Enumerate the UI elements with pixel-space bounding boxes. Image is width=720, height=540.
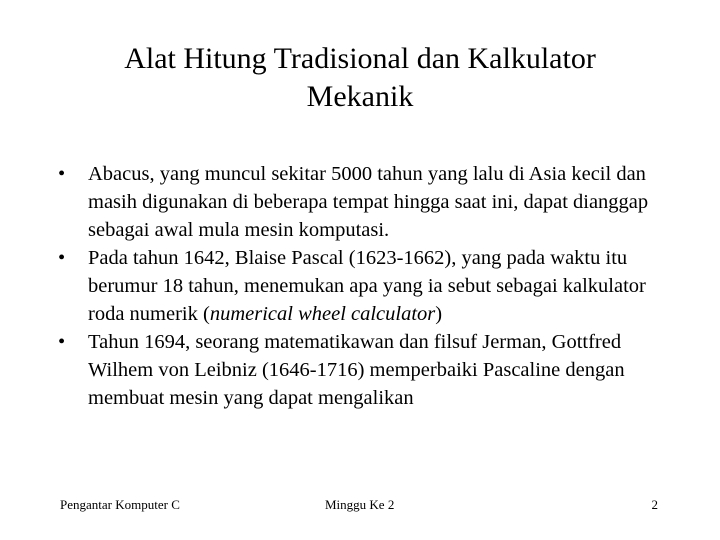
bullet-item-abacus (58, 160, 668, 244)
footer-week: Minggu Ke 2 (325, 497, 395, 512)
slide-title-line-1: Alat Hitung Tradisional dan Kalkulator (124, 42, 596, 75)
slide-title-line-2: Mekanik (306, 80, 414, 113)
bullet-item-pascal (58, 244, 668, 328)
bullet-text: Tahun 1694, seorang matematikawan dan filsuf Jerman, Gottfred Wilhem von Leibniz (1646-1716) memperbaiki Pascaline dengan membuat mesin yang dapat mengalikan (88, 331, 625, 409)
footer-course-name: Pengantar Komputer C (60, 497, 180, 512)
bullet-list (58, 160, 668, 412)
bullet-icon: • (58, 331, 66, 353)
bullet-icon: • (58, 247, 66, 269)
bullet-item-leibniz (58, 328, 668, 412)
bullet-text: Abacus, yang muncul sekitar 5000 tahun yang lalu di Asia kecil dan masih digunakan di beberapa tempat hingga saat ini, dapat dianggap sebagai awal mula mesin komputasi. (88, 163, 649, 241)
bullet-text-italic: numerical wheel calculator (209, 303, 436, 325)
slide-title (60, 40, 660, 116)
bullet-text-after: ) (435, 303, 443, 325)
bullet-text-before: Pada tahun 1642, Blaise Pascal (1623-1662), yang pada waktu itu berumur 18 tahun, menemukan apa yang ia sebut sebagai kalkulator roda numerik ( (88, 247, 646, 325)
bullet-icon: • (58, 163, 66, 185)
bullet-text (88, 244, 668, 328)
footer-page-number: 2 (651, 497, 658, 512)
